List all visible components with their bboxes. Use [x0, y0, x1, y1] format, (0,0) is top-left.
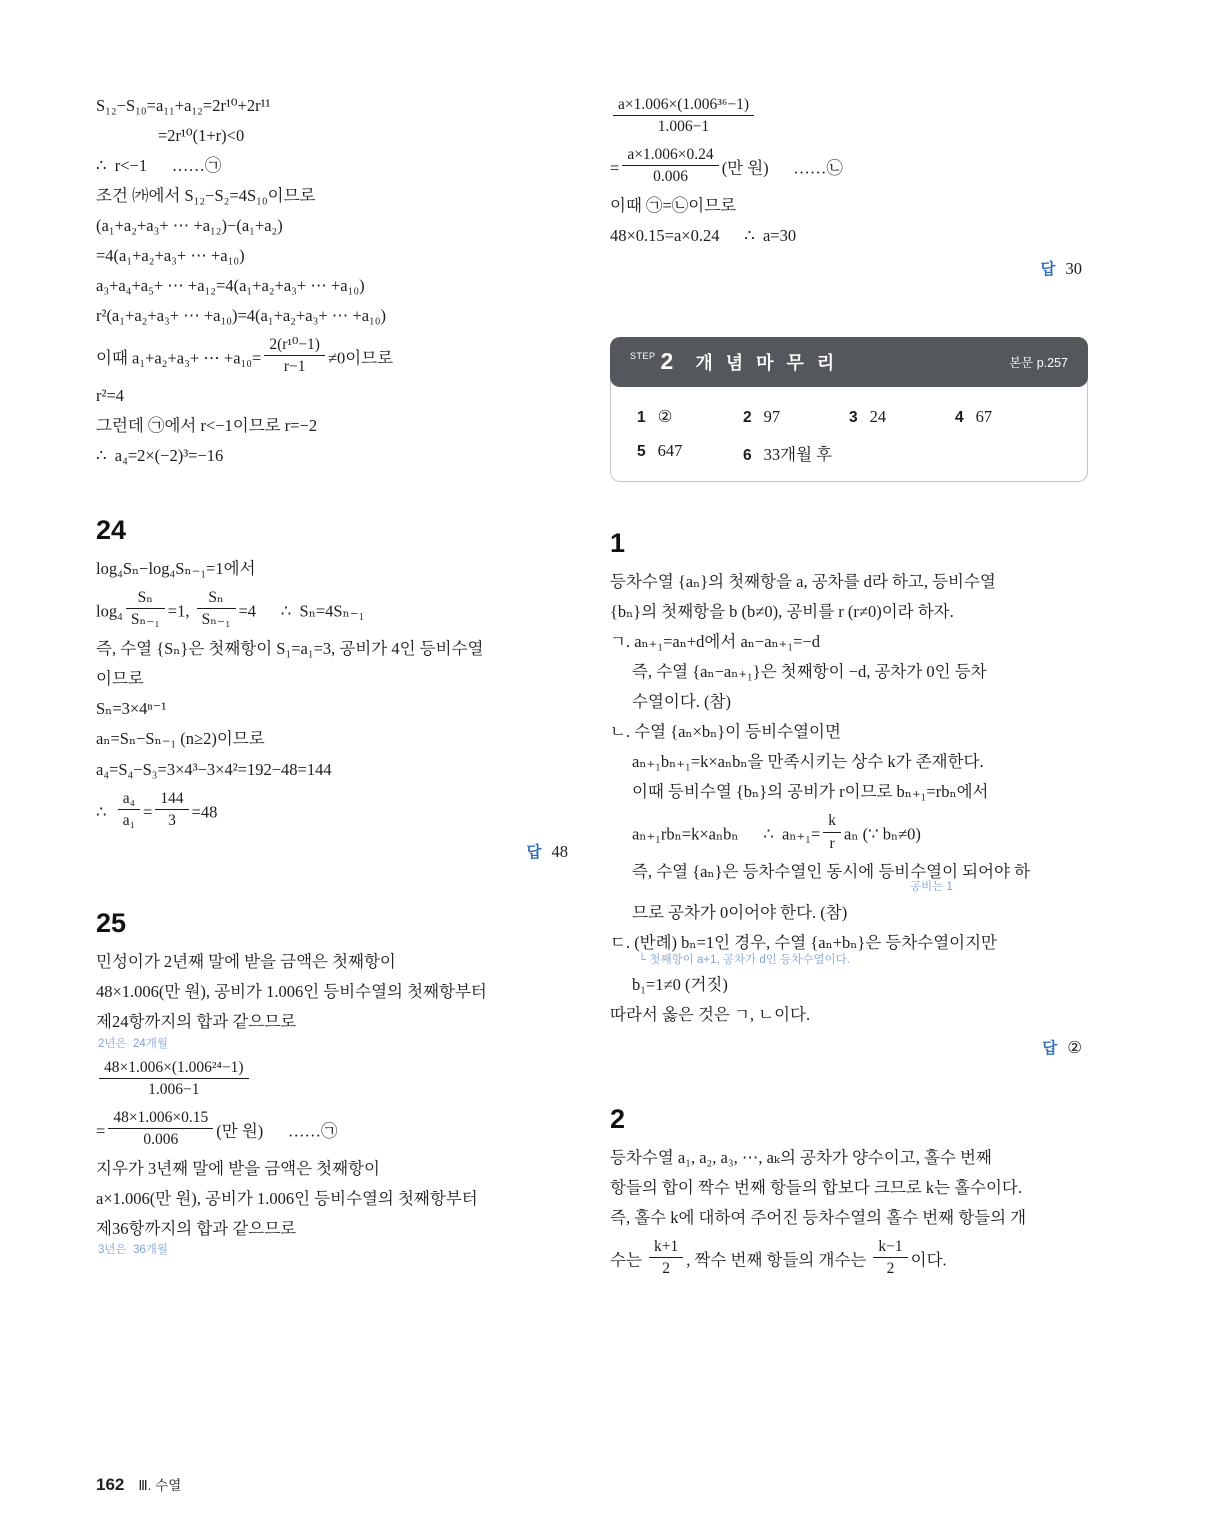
fraction: $\frac{\text{a₄}}{\text{a₁}}$ [118, 789, 140, 831]
fraction: $\frac{48\times 1.006\times 0.15}{0.006}$ [108, 1108, 213, 1150]
problem-25 [96, 908, 574, 1258]
text-line: a₃+a₄+a₅+ ⋯ +a₁₂=4(a₁+a₂+a₃+ ⋯ +a₁₀) [96, 275, 365, 295]
text-line: 민성이가 2년째 말에 받을 금액은 첫째항이 [96, 952, 396, 972]
answer-item-value: 647 [657, 440, 683, 460]
text-line: 이때 a₁+a₂+a₃+ ⋯ +a₁₀= $\frac{\text{2(r¹⁰−1)}}{r-1}$ ≠0이므로 [96, 336, 394, 376]
text-line: 므로 공차가 0이어야 한다. (참) [632, 902, 848, 922]
answer-item [955, 407, 1061, 427]
answer-value: 48 [551, 842, 568, 862]
fraction: $\frac{\text{2(r¹⁰−1)}}{r-1}$ [264, 335, 325, 377]
answer-item [849, 407, 955, 427]
text-line: log₄Sₙ−log₄Sₙ₋₁=1에서 [96, 558, 256, 578]
text-line: Sₙ=3×4ⁿ⁻¹ [96, 699, 167, 719]
text-line [610, 93, 1088, 139]
problem23-solution-continuation [96, 93, 574, 469]
answer-value: ② [1067, 1037, 1082, 1057]
text-line: 조건 ㈎에서 S₁₂−S₂=4S₁₀이므로 [96, 185, 316, 205]
text-line: aₙ₊₁bₙ₊₁=k×aₙbₙ을 만족시키는 상수 k가 존재한다. [632, 752, 984, 771]
section-title: Ⅲ. 수열 [138, 1478, 182, 1493]
answer-item-number: 4 [955, 408, 964, 426]
text-line: 이때 등비수열 {bₙ}의 공비가 r이므로 bₙ₊₁=rbₙ에서 [632, 782, 989, 802]
text-line: =2r¹⁰(1+r)<0 [158, 125, 245, 145]
text-line: ㄴ. 수열 {aₙ×bₙ}이 등비수열이면 [610, 721, 841, 741]
answers-grid [637, 407, 1061, 465]
fraction: $\frac{k}{r}$ [823, 811, 841, 853]
text-line: = $\frac{48\times 1.006\times 0.15}{0.006}$ (만 원) ……㉠ [96, 1109, 338, 1149]
text-line: 즉, 수열 {Sₙ}은 첫째항이 S₁=a₁=3, 공비가 4인 등비수열 [96, 639, 484, 659]
answer-item-value: 24 [869, 406, 887, 426]
text-line: 항들의 합이 짝수 번째 항들의 합보다 크므로 k는 홀수이다. [610, 1177, 1022, 1197]
answer-item-number: 1 [637, 408, 646, 426]
text-line: 그런데 ㉠에서 r<−1이므로 r=−2 [96, 416, 318, 436]
step-page-reference: 본문 p.257 [1009, 355, 1068, 370]
answer-item [637, 441, 743, 465]
text-line: ∴ a₄=2×(−2)³=−16 [96, 446, 224, 466]
text-line: 제36항까지의 합과 같으므로 [96, 1219, 297, 1239]
problem-2 [610, 1104, 1088, 1281]
text-line: 수는 $\frac{k+1}{2}$ , 짝수 번째 항들의 개수는 $\frac{k-1}{2}$ 이다. [610, 1237, 947, 1278]
text-line: ∴ $\frac{\text{a₄}}{\text{a₁}}$ = $\frac{144}{3}$ =48 [96, 789, 218, 829]
problem25-solution-continuation [610, 93, 1088, 279]
text-line: 즉, 수열 {aₙ}은 등차수열인 동시에 등비수열이 되어야 하 [632, 862, 1031, 882]
text-line: 수열이다. (참) [632, 691, 731, 711]
text-line: S₁₂−S₁₀=a₁₁+a₁₂=2r¹⁰+2r¹¹ [96, 95, 271, 115]
margin-note: 공비는 1 [910, 881, 953, 894]
problem-number: 24 [96, 514, 127, 545]
answer-row [610, 1036, 1082, 1058]
problem-number: 1 [610, 527, 626, 558]
fraction: $\frac{\text{Sₙ}}{\text{Sₙ₋₁}}$ [197, 588, 236, 630]
text-line: 지우가 3년째 말에 받을 금액은 첫째항이 [96, 1159, 380, 1179]
left-column [96, 88, 574, 1261]
answer-row [610, 257, 1082, 279]
problem-number: 2 [610, 1103, 626, 1134]
text-line: a₄=S₄−S₃=3×4³−3×4²=192−48=144 [96, 759, 332, 779]
answers-box [610, 379, 1088, 482]
step-title: 개 념 마 무 리 [695, 352, 839, 373]
margin-note: 2년은 24개월 [98, 1037, 169, 1050]
fraction: $\frac{\text{48×1.006×(1.006²⁴−1)}}{1.006-1}$ [99, 1058, 249, 1100]
fraction: $\frac{\text{Sₙ}}{\text{Sₙ₋₁}}$ [126, 588, 165, 630]
answer-item-value: ② [657, 406, 673, 426]
solution-lines [96, 949, 574, 1258]
text-line: 등차수열 a₁, a₂, a₃, ⋯, aₖ의 공차가 양수이고, 홀수 번째 [610, 1147, 992, 1167]
text-line: ㄱ. aₙ₊₁=aₙ+d에서 aₙ−aₙ₊₁=−d [610, 631, 820, 651]
text-line: ㄷ. (반례) bₙ=1인 경우, 수열 {aₙ+bₙ}은 등차수열이지만 [610, 932, 997, 952]
answer-value: 30 [1065, 258, 1082, 278]
text-line: 제24항까지의 합과 같으므로 [96, 1012, 297, 1032]
text-line: aₙ₊₁rbₙ=k×aₙbₙ ∴ aₙ₊₁= $\frac{k}{r}$ aₙ (∵ bₙ≠0) [632, 812, 921, 852]
text-line: = $\frac{a\times 1.006\times 0.24}{0.006}$ (만 원) ……㉡ [610, 145, 843, 186]
text-line: 이므로 [96, 669, 144, 689]
fraction: $\frac{144}{3}$ [155, 789, 188, 831]
fraction: $\frac{\text{a×1.006×(1.006³⁶−1)}}{1.006-1}$ [613, 95, 754, 137]
answer-item [743, 407, 849, 427]
problem-24 [96, 515, 574, 862]
text-line: 즉, 홀수 k에 대하여 주어진 등차수열의 홀수 번째 항들의 개 [610, 1207, 1027, 1227]
margin-note: 3년은 36개월 [98, 1244, 169, 1257]
solution-lines [96, 556, 574, 832]
text-line: b₁=1≠0 (거짓) [632, 975, 728, 995]
answer-row [96, 840, 568, 862]
step-label: STEP [630, 350, 656, 361]
answer-item [637, 407, 743, 427]
text-line: log₄ $\frac{\text{Sₙ}}{\text{Sₙ₋₁}}$ =1, $\frac{\text{Sₙ}}{\text{Sₙ₋₁}}$ =4 ∴ Sₙ=4Sₙ₋₁ [96, 589, 365, 629]
answer-item-number: 5 [637, 442, 646, 460]
answer-item-number: 2 [743, 408, 752, 426]
step-number: 2 [660, 348, 674, 375]
step2-header-bar [610, 337, 1088, 387]
problem-1 [610, 528, 1088, 1058]
fraction: $\frac{k-1}{2}$ [873, 1237, 907, 1279]
text-line: (a₁+a₂+a₃+ ⋯ +a₁₂)−(a₁+a₂) [96, 215, 283, 235]
text-line: 48×1.006(만 원), 공비가 1.006인 등비수열의 첫째항부터 [96, 982, 487, 1002]
answer-label: 답 [1040, 260, 1056, 278]
answer-item-number: 3 [849, 408, 858, 426]
text-line: 등차수열 {aₙ}의 첫째항을 a, 공차를 d라 하고, 등비수열 [610, 571, 996, 591]
fraction: $\frac{a\times 1.006\times 0.24}{0.006}$ [622, 145, 718, 187]
text-line: =4(a₁+a₂+a₃+ ⋯ +a₁₀) [96, 245, 245, 265]
solution-lines [610, 93, 1088, 249]
text-line: {bₙ}의 첫째항을 b (b≠0), 공비를 r (r≠0)이라 하자. [610, 601, 954, 621]
text-line: 48×0.15=a×0.24 ∴ a=30 [610, 226, 797, 246]
text-line: ∴ r<−1 ……㉠ [96, 155, 222, 175]
text-line: 이때 ㉠=㉡이므로 [610, 196, 737, 215]
answer-item-number: 6 [743, 446, 752, 464]
solution-lines [610, 1145, 1088, 1281]
answer-item-value: 97 [763, 406, 781, 426]
text-line: r²=4 [96, 386, 124, 406]
page-footer [96, 1474, 181, 1495]
fraction: $\frac{k+1}{2}$ [649, 1237, 683, 1279]
text-line: aₙ=Sₙ−Sₙ₋₁ (n≥2)이므로 [96, 729, 265, 749]
solution-lines [610, 569, 1088, 1028]
answer-item-value: 67 [975, 406, 993, 426]
answer-label: 답 [526, 844, 542, 862]
solution-lines [96, 93, 574, 469]
answer-item-value: 33개월 후 [763, 444, 833, 464]
text-line [96, 1056, 574, 1102]
step2-concept-summary-box [610, 337, 1088, 482]
page-number: 162 [96, 1475, 125, 1494]
right-column [610, 88, 1088, 1285]
text-line: 따라서 옳은 것은 ㄱ, ㄴ이다. [610, 1005, 811, 1025]
text-line: 즉, 수열 {aₙ−aₙ₊₁}은 첫째항이 −d, 공차가 0인 등차 [632, 661, 987, 681]
answer-item [743, 441, 849, 465]
problem-number: 25 [96, 908, 127, 939]
margin-note: └ 첫째항이 a+1, 공차가 d인 등차수열이다. [638, 953, 850, 966]
text-line: r²(a₁+a₂+a₃+ ⋯ +a₁₀)=4(a₁+a₂+a₃+ ⋯ +a₁₀) [96, 305, 387, 325]
answer-label: 답 [1042, 1039, 1058, 1057]
text-line: a×1.006(만 원), 공비가 1.006인 등비수열의 첫째항부터 [96, 1189, 478, 1209]
